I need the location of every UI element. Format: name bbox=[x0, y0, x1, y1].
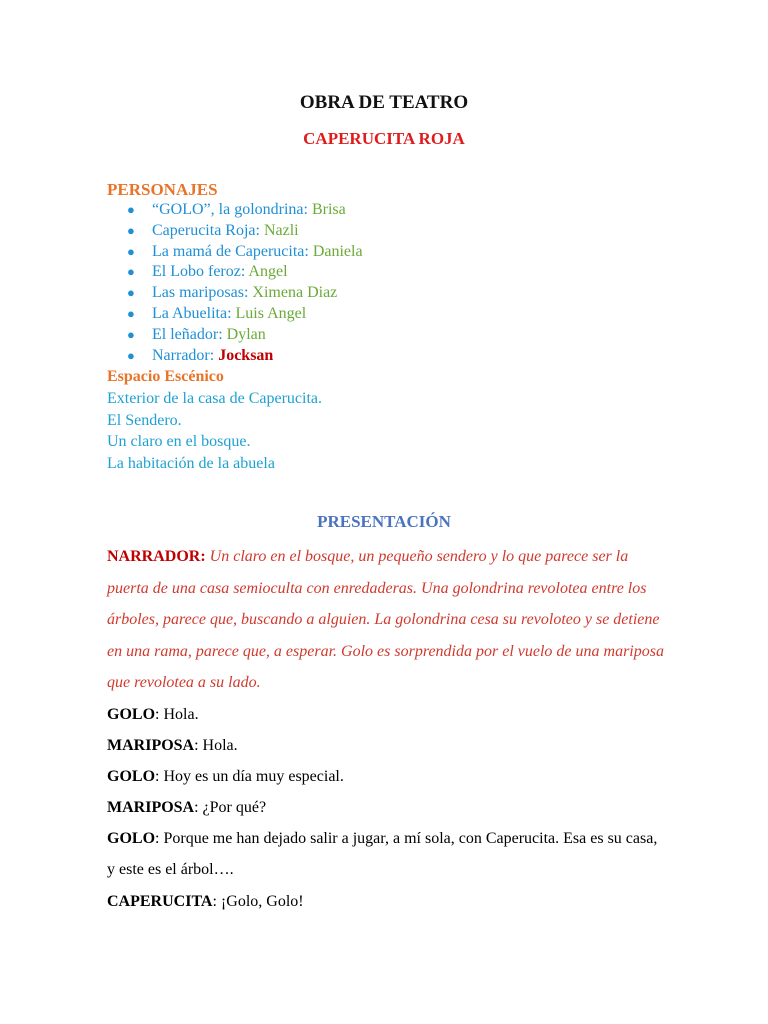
dialogue-text: : ¿Por qué? bbox=[194, 798, 267, 816]
cast-role: Caperucita Roja: bbox=[152, 221, 264, 239]
cast-role: Las mariposas: bbox=[152, 284, 253, 302]
dialogue-speaker: GOLO bbox=[107, 829, 156, 847]
dialogue-line bbox=[107, 699, 667, 730]
cast-item bbox=[127, 283, 363, 304]
cast-actor: Ximena Diaz bbox=[252, 284, 338, 302]
cast-role: Narrador: bbox=[152, 346, 219, 364]
location-item: El Sendero. bbox=[107, 411, 182, 429]
cast-role: El Lobo feroz: bbox=[152, 263, 249, 281]
cast-item bbox=[127, 304, 363, 325]
bullet-icon: ● bbox=[127, 264, 135, 280]
cast-item bbox=[127, 242, 363, 263]
script-body bbox=[107, 541, 667, 917]
bullet-icon: ● bbox=[127, 285, 135, 301]
bullet-icon: ● bbox=[127, 202, 135, 217]
cast-list bbox=[127, 200, 363, 366]
dialogue-line bbox=[107, 761, 667, 792]
dialogue-line bbox=[107, 886, 667, 917]
cast-actor: Nazli bbox=[263, 221, 299, 239]
cast-role: La mamá de Caperucita: bbox=[152, 242, 313, 260]
dialogue-line bbox=[107, 730, 667, 761]
cast-actor: Luis Angel bbox=[235, 304, 307, 322]
cast-actor: Jocksan bbox=[218, 346, 274, 364]
narration-paragraph bbox=[107, 541, 667, 699]
narration-text: Un claro en el bosque, un pequeño sendero y lo que parece ser la puerta de una casa semioculta con enredaderas. Una golondrina revolotea entre los árboles, parece que, buscando a alguien. La golondrina cesa su revoloteo y se detiene en una rama, parece que, a esperar. Golo es sorprendida por el vuelo de una mariposa que revolotea a su lado. bbox=[107, 548, 664, 691]
cast-role: La Abuelita: bbox=[152, 304, 236, 322]
cast-actor: Dylan bbox=[226, 325, 266, 343]
cast-item bbox=[127, 221, 363, 242]
dialogue-line bbox=[107, 823, 667, 886]
bullet-icon: ● bbox=[127, 347, 135, 363]
cast-role: El leñador: bbox=[152, 325, 227, 343]
dialogue-speaker: CAPERUCITA bbox=[107, 892, 213, 910]
cast-item bbox=[127, 346, 363, 367]
dialogue-line bbox=[107, 792, 667, 823]
bullet-icon: ● bbox=[127, 222, 135, 238]
location-item: La habitación de la abuela bbox=[107, 454, 275, 472]
cast-role: “GOLO”, la golondrina: bbox=[152, 201, 312, 218]
cast-actor: Brisa bbox=[311, 201, 346, 218]
bullet-icon: ● bbox=[127, 305, 135, 321]
cast-actor: Daniela bbox=[312, 242, 363, 260]
dialogue-speaker: MARIPOSA bbox=[107, 736, 195, 754]
narrator-speaker: NARRADOR: bbox=[107, 548, 206, 565]
location-item: Un claro en el bosque. bbox=[107, 433, 251, 450]
dialogue-text: : Hola. bbox=[155, 705, 199, 723]
espacio-heading: Espacio Escénico bbox=[107, 368, 224, 385]
cast-item bbox=[127, 200, 363, 221]
presentacion-heading: PRESENTACIÓN bbox=[317, 512, 451, 531]
cast-item bbox=[127, 262, 363, 283]
dialogue-text: : ¡Golo, Golo! bbox=[212, 892, 304, 910]
dialogue-text: : Porque me han dejado salir a jugar, a mí sola, con Caperucita. Esa es su casa, y este es el árbol…. bbox=[107, 829, 658, 878]
dialogue-speaker: GOLO bbox=[107, 767, 156, 785]
cast-item bbox=[127, 325, 363, 346]
dialogue-text: : Hola. bbox=[194, 736, 238, 754]
play-title: OBRA DE TEATRO bbox=[299, 92, 469, 113]
play-subtitle: CAPERUCITA ROJA bbox=[303, 129, 465, 148]
location-list bbox=[107, 388, 322, 474]
dialogue-speaker: GOLO bbox=[107, 705, 156, 723]
dialogue-text: : Hoy es un día muy especial. bbox=[155, 767, 344, 785]
cast-actor: Angel bbox=[248, 263, 288, 281]
personajes-heading: PERSONAJES bbox=[107, 180, 218, 199]
bullet-icon: ● bbox=[127, 243, 135, 259]
dialogue-speaker: MARIPOSA bbox=[107, 798, 195, 816]
location-item: Exterior de la casa de Caperucita. bbox=[107, 390, 322, 407]
bullet-icon: ● bbox=[127, 326, 135, 342]
